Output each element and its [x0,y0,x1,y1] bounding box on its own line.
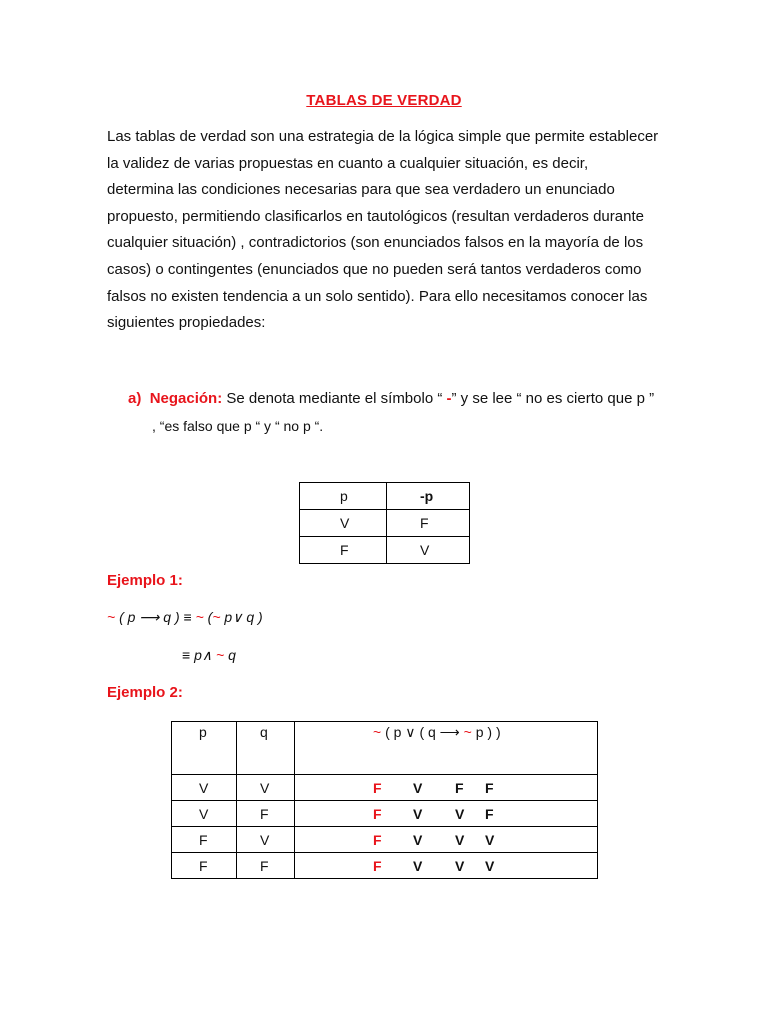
ejemplo1-formula-line1: ~ ( p ⟶ q ) ≡ ~ (~ p∨ q ) [107,609,263,625]
example2-truth-table [171,721,598,879]
table-cell: F [172,827,237,853]
table-cell: F [172,853,237,879]
negacion-text-end: ” y se lee “ no es cierto que p ” [451,390,655,407]
table-row [172,853,598,879]
ejemplo1-heading: Ejemplo 1: [107,572,183,589]
ejemplo1-formula-line2: ≡ p∧ ~ q [182,647,236,663]
result-cell: F V V V [295,827,598,853]
header-formula: ~ ( p ∨ ( q ⟶ ~ p ) ) [295,722,598,775]
header-cell: p [300,483,387,510]
result-cell: F V F F [295,775,598,801]
header-cell: q [237,722,295,775]
negacion-item [128,390,654,407]
table-row [300,510,470,537]
table-cell: V [300,510,387,537]
list-marker: a) [128,390,142,407]
paragraph-line: Las tablas de verdad son una estrategia de la lógica simple que permite establecer [107,128,659,145]
paragraph-line: cualquier situación) , contradictorios (son enunciados falsos en la mayoría de los [107,234,644,252]
table-cell: F [237,853,295,879]
table-header-row [172,722,598,775]
table-row [172,775,598,801]
negacion-label: Negación: [149,390,223,407]
result-cell: F V V F [295,801,598,827]
paragraph-line: propuesto, permitiendo clasificarlos en tautológicos (resultan verdaderos durante [107,207,644,225]
negation-truth-table [299,482,470,564]
table-cell: F [237,801,295,827]
table-cell: V [172,775,237,801]
result-cell: F V V V [295,853,598,879]
paragraph-line: la validez de varias propuestas en cuanto a cualquier situación, es decir, [107,154,589,172]
negacion-text: Se denota mediante el símbolo “ [222,390,447,407]
table-cell: V [237,827,295,853]
table-header-row [300,483,470,510]
table-cell: V [237,775,295,801]
paragraph-line: casos) o contingentes (enunciados que no pueden será tantos verdaderos como [107,260,642,278]
table-row [172,801,598,827]
table-cell: V [387,537,470,564]
header-cell: -p [387,483,470,510]
paragraph-line: falsos no existen tendencia a un solo sentido). Para ello necesitamos conocer las [107,287,648,305]
page-title: TABLAS DE VERDAD [306,92,462,109]
negacion-continuation: , “es falso que p “ y “ no p “. [152,418,324,434]
table-cell: V [172,801,237,827]
negation-symbol: - [446,390,452,407]
intro-paragraph [107,124,677,337]
table-cell: F [387,510,470,537]
table-cell: F [300,537,387,564]
table-row [300,537,470,564]
ejemplo2-heading: Ejemplo 2: [107,684,183,701]
table-row [172,827,598,853]
paragraph-line: siguientes propiedades: [107,314,266,332]
header-cell: p [172,722,237,775]
paragraph-line: determina las condiciones necesarias para que sea verdadero un enunciado [107,181,615,199]
